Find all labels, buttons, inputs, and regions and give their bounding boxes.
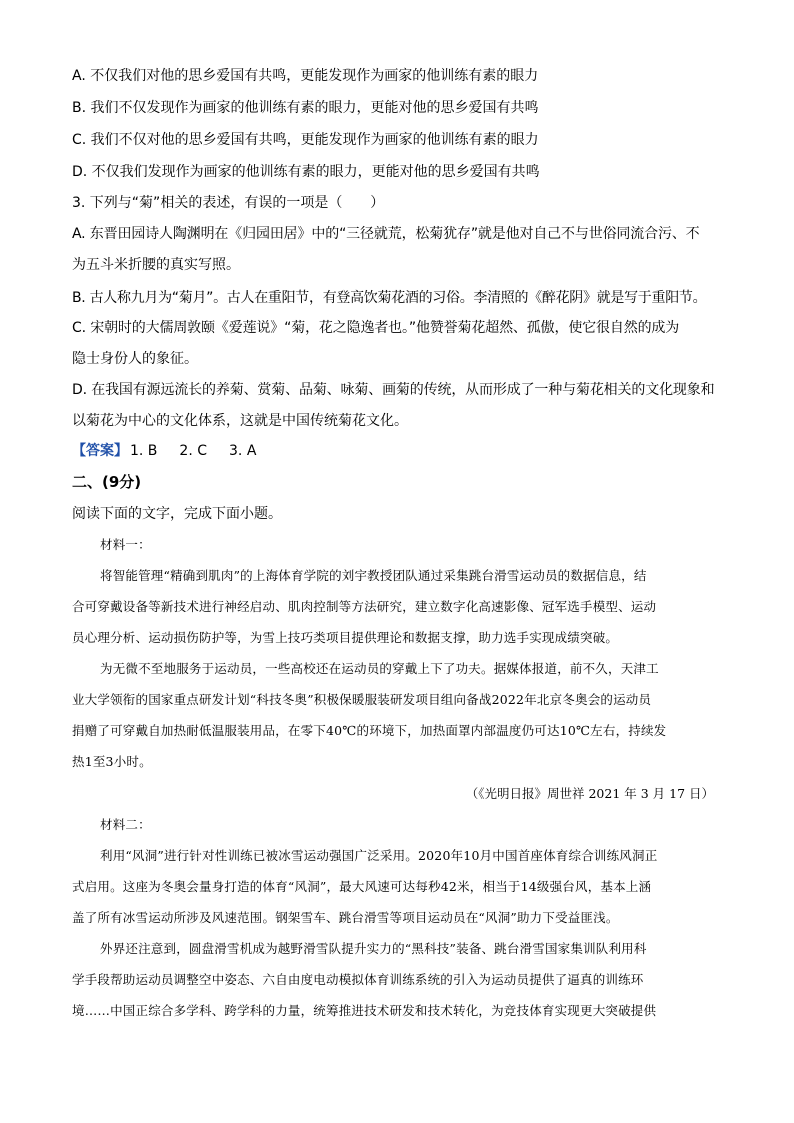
answer-item: 1. B — [130, 443, 158, 459]
q3-option-d-line2: 以菊花为中心的文化体系，这就是中国传统菊花文化。 — [72, 413, 408, 429]
q3-option-b: B. 古人称九月为“菊月”。古人在重阳节，有登高饮菊花酒的习俗。李清照的《醉花阴》就是写于重阳节。 — [72, 290, 707, 306]
material2-p2-line2: 学手段帮助运动员调整空中姿态、六自由度电动模拟体育训练系统的引入为运动员提供了逼真的训练环 — [72, 972, 644, 987]
material1-title: 材料一： — [100, 537, 151, 552]
section-instruction: 阅读下面的文字，完成下面小题。 — [72, 506, 282, 522]
answer-item: 2. C — [179, 443, 208, 459]
material1-p1-line3: 员心理分析、运动损伤防护等，为雪上技巧类项目提供理论和数据支撑，助力选手实现成绩突破。 — [72, 630, 619, 645]
q3-option-d-line1: D. 在我国有源远流长的养菊、赏菊、品菊、咏菊、画菊的传统，从而形成了一种与菊花相关的文化现象和 — [72, 382, 715, 398]
material1-p2-line3: 捐赠了可穿戴自加热耐低温服装用品，在零下40℃的环境下，加热面罩内部温度仍可达10℃左右，持续发 — [72, 723, 667, 738]
answer-item: 3. A — [229, 443, 257, 459]
q3-option-a-line2: 为五斗米折腰的真实写照。 — [72, 257, 240, 273]
material2-title: 材料二： — [100, 817, 151, 832]
q2-option-a: A. 不仅我们对他的思乡爱国有共鸣，更能发现作为画家的他训练有素的眼力 — [72, 68, 539, 84]
answer-tag: 【答案】 — [72, 443, 128, 459]
material1-p1-line2: 合可穿戴设备等新技术进行神经启动、肌肉控制等方法研究，建立数字化高速影像、冠军选手模型、运动 — [72, 599, 657, 614]
material1-p1-line1: 将智能管理“精确到肌肉”的上海体育学院的刘宇教授团队通过采集跳台滑雪运动员的数据信息，结 — [100, 568, 647, 583]
material2-p1-line3: 盖了所有冰雪运动所涉及风速范围。钢架雪车、跳台滑雪等项目运动员在“风洞”助力下受益匪浅。 — [72, 910, 619, 925]
section-heading: 二、(9分) — [72, 473, 142, 491]
q2-option-d: D. 不仅我们发现作为画家的他训练有素的眼力，更能对他的思乡爱国有共鸣 — [72, 164, 540, 180]
q3-stem: 3. 下列与“菊”相关的表述，有误的一项是（ ） — [72, 195, 385, 211]
q2-option-c: C. 我们不仅对他的思乡爱国有共鸣，更能发现作为画家的他训练有素的眼力 — [72, 132, 539, 148]
q3-option-a-line1: A. 东晋田园诗人陶渊明在《归园田居》中的“三径就荒，松菊犹存”就是他对自己不与世俗同流合污、不 — [72, 226, 700, 242]
q2-option-b: B. 我们不仅发现作为画家的他训练有素的眼力，更能对他的思乡爱国有共鸣 — [72, 100, 539, 116]
answer-line — [72, 441, 732, 461]
material1-source: （《光明日报》周世祥 2021 年 3 月 17 日） — [465, 786, 714, 801]
q3-option-c-line2: 隐士身份人的象征。 — [72, 351, 198, 367]
material1-p2-line4: 热1至3小时。 — [72, 754, 152, 769]
material2-p1-line2: 式启用。这座为冬奥会量身打造的体育“风洞”，最大风速可达每秒42米，相当于14级强台风，基本上涵 — [72, 879, 652, 894]
material1-p2-line1: 为无微不至地服务于运动员，一些高校还在运动员的穿戴上下了功夫。据媒体报道，前不久，天津工 — [100, 661, 659, 676]
q3-option-c-line1: C. 宋朝时的大儒周敦颐《爱莲说》“菊，花之隐逸者也。”他赞誉菊花超然、孤傲，使它很自然的成为 — [72, 320, 680, 336]
material1-p2-line2: 业大学领衔的国家重点研发计划“科技冬奥”积极保暖服装研发项目组向备战2022年北京冬奥会的运动员 — [72, 692, 652, 707]
material2-p2-line3: 境……中国正综合多学科、跨学科的力量，统筹推进技术研发和技术转化，为竞技体育实现更大突破提供 — [72, 1003, 657, 1018]
material2-p2-line1: 外界还注意到，圆盘滑雪机成为越野滑雪队提升实力的“黑科技”装备、跳台滑雪国家集训队利用科 — [100, 941, 647, 956]
material2-p1-line1: 利用“风洞”进行针对性训练已被冰雪运动强国广泛采用。2020年10月中国首座体育综合训练风洞正 — [100, 848, 658, 863]
